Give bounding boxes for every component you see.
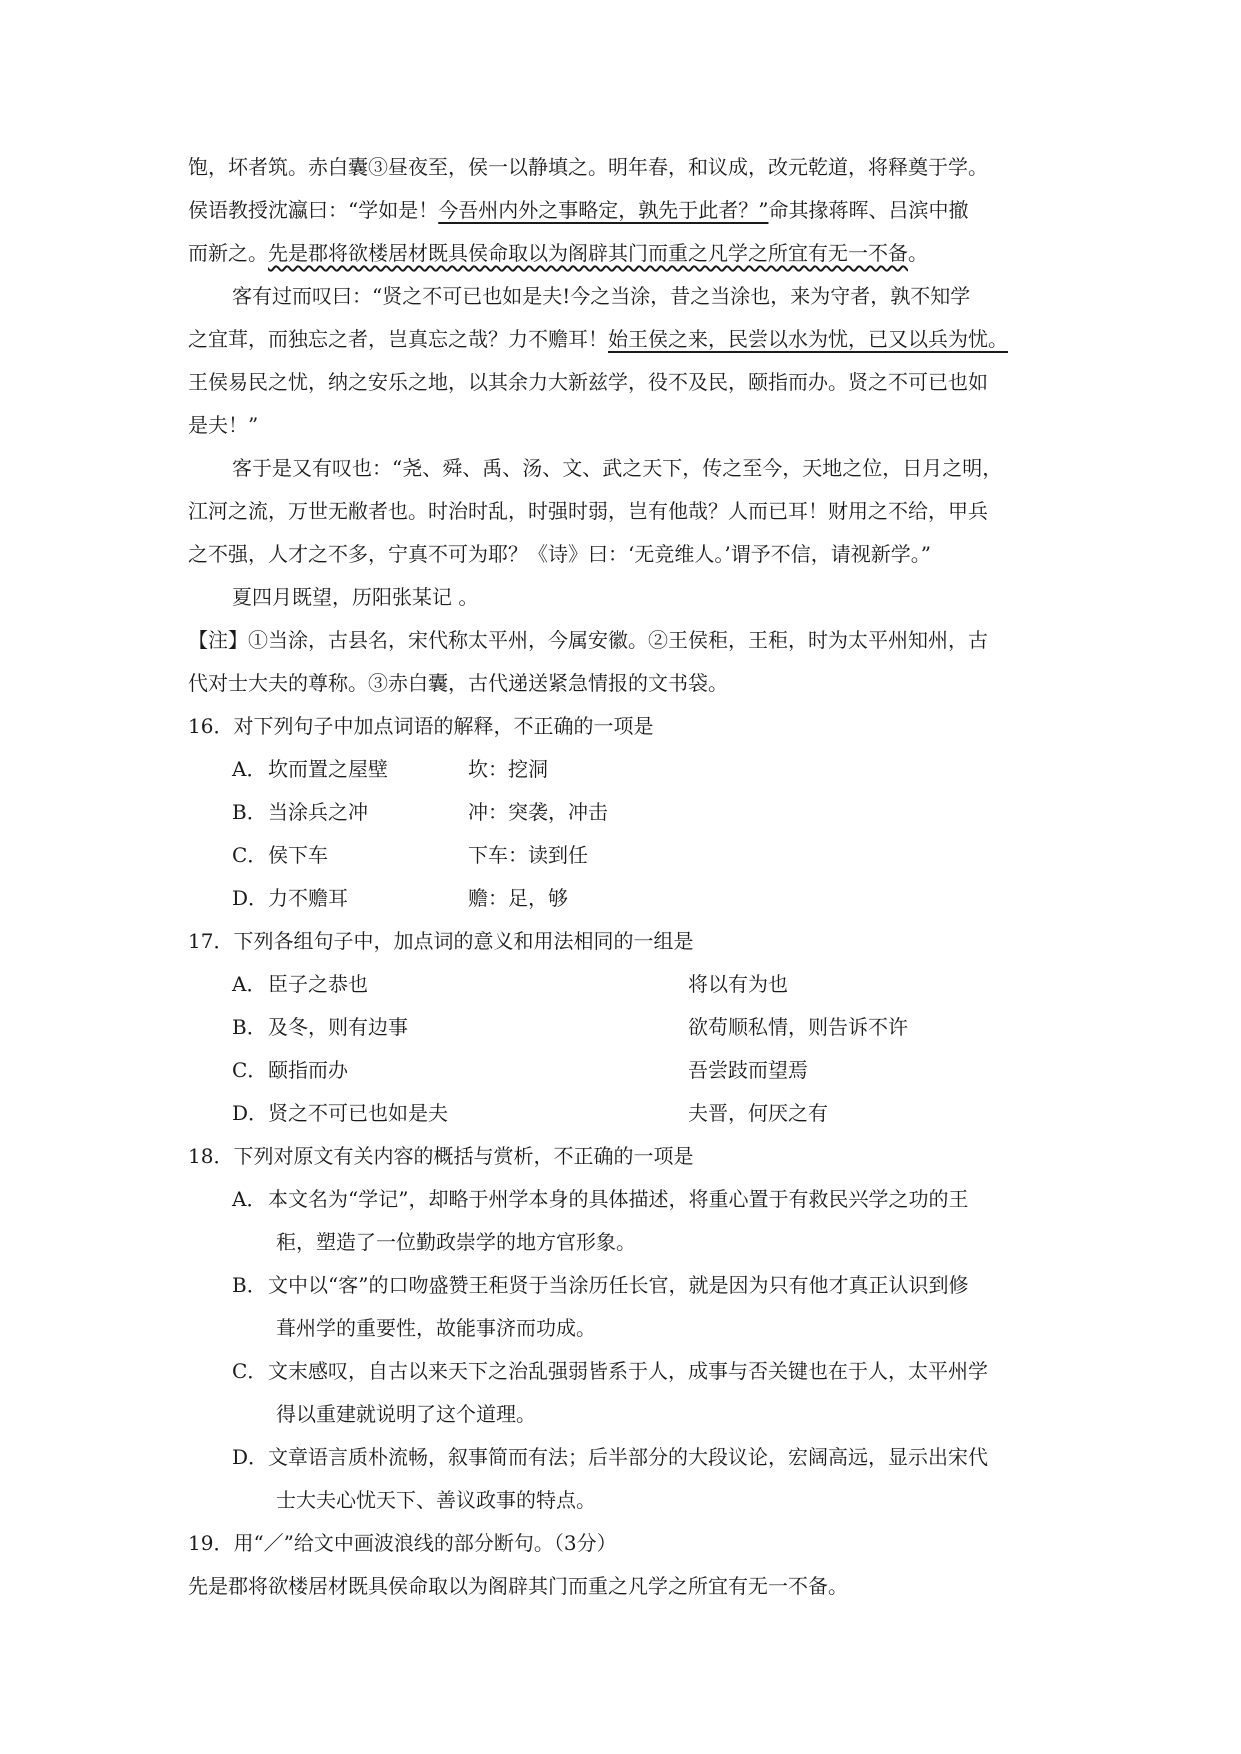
question-16-option-b[interactable] — [188, 791, 1060, 834]
underlined-sentence: 始王侯之来，民尝以水为忧，已又以兵为忧。 — [608, 327, 1008, 351]
note-line — [188, 662, 1060, 705]
text: 夏四月既望，历阳张某记 。 — [232, 585, 479, 609]
question-17-option-c[interactable] — [188, 1049, 1060, 1092]
option-gloss: 赡：足，够 — [468, 886, 568, 910]
text: 16．对下列句子中加点词语的解释，不正确的一项是 — [188, 714, 654, 738]
option-letter: B． — [232, 1273, 267, 1297]
question-18-option-c[interactable] — [188, 1350, 1060, 1393]
text: 之宜茸，而独忘之者，岂真忘之哉？力不赡耳！ — [188, 327, 608, 351]
option-letter: D． — [232, 1101, 269, 1125]
content — [188, 146, 1060, 1608]
option-text: 本文名为“学记”，却略于州学本身的具体描述，将重心置于有救民兴学之功的王 — [268, 1187, 969, 1211]
question-19-stem — [188, 1522, 1060, 1565]
option-left: 贤之不可已也如是夫 — [268, 1101, 448, 1125]
text: 17．下列各组句子中，加点词的意义和用法相同的一组是 — [188, 929, 694, 953]
option-text: 坎而置之屋壁 — [268, 757, 388, 781]
option-text: 文中以“客”的口吻盛赞王秬贤于当涂历任长官，就是因为只有他才真正认识到修 — [268, 1273, 969, 1297]
question-16-stem — [188, 705, 1060, 748]
option-text: 葺州学的重要性，故能事济而功成。 — [276, 1316, 596, 1340]
passage-line — [188, 275, 1060, 318]
passage-line — [188, 361, 1060, 404]
question-17-stem — [188, 920, 1060, 963]
option-letter: C． — [232, 1058, 268, 1082]
text: 王侯易民之忧，纳之安乐之地，以其余力大新兹学，役不及民，颐指而办。贤之不可已也如 — [188, 370, 988, 394]
option-right: 将以有为也 — [688, 972, 788, 996]
passage-line — [188, 490, 1060, 533]
question-17-option-d[interactable] — [188, 1092, 1060, 1135]
passage-line — [188, 533, 1060, 576]
option-gloss: 坎：挖洞 — [468, 757, 548, 781]
option-letter: C． — [232, 843, 268, 867]
text: 而新之。 — [188, 241, 268, 265]
passage-signature — [188, 576, 1060, 619]
text: 命其掾蒋晖、吕滨中撤 — [768, 198, 969, 222]
passage-line — [188, 146, 1060, 189]
option-letter: A． — [232, 1187, 267, 1211]
option-letter: D． — [232, 886, 269, 910]
option-gloss: 下车：读到任 — [468, 843, 588, 867]
text: 先是郡将欲楼居材既具侯命取以为阁辟其门而重之凡学之所宜有无一不备。 — [188, 1574, 848, 1598]
question-18-option-b[interactable] — [188, 1264, 1060, 1307]
underlined-sentence: 今吾州内外之事略定，孰先于此者？” — [438, 198, 769, 222]
question-18-option-d[interactable] — [188, 1436, 1060, 1479]
question-16-option-c[interactable] — [188, 834, 1060, 877]
text: 饱，坏者筑。赤白囊③昼夜至，侯一以静填之。明年春，和议成，改元乾道，将释奠于学。 — [188, 155, 988, 179]
option-text: 文章语言质朴流畅，叙事简而有法；后半部分的大段议论，宏阔高远，显示出宋代 — [268, 1445, 988, 1469]
option-right: 欲苟顺私情，则告诉不许 — [688, 1015, 908, 1039]
option-letter: C． — [232, 1359, 268, 1383]
passage-line — [188, 404, 1060, 447]
note-line — [188, 619, 1060, 662]
question-17-option-a[interactable] — [188, 963, 1060, 1006]
question-19-text — [188, 1565, 1060, 1608]
text: 客于是又有叹也：“尧、舜、禹、汤、文、武之天下，传之至今，天地之位，日月之明， — [232, 456, 1003, 480]
question-17-option-b[interactable] — [188, 1006, 1060, 1049]
text: 18．下列对原文有关内容的概括与赏析，不正确的一项是 — [188, 1144, 694, 1168]
wavy-underlined-sentence: 先是郡将欲楼居材既具侯命取以为阁辟其门而重之凡学之所宜有无一不备 — [268, 241, 908, 265]
text: 代对士大夫的尊称。③赤白囊，古代递送紧急情报的文书袋。 — [188, 671, 728, 695]
question-18-option-d-cont — [188, 1479, 1060, 1522]
passage-line — [188, 447, 1060, 490]
option-right: 夫晋，何厌之有 — [688, 1101, 828, 1125]
option-gloss: 冲：突袭，冲击 — [468, 800, 608, 824]
option-text: 秬，塑造了一位勤政崇学的地方官形象。 — [276, 1230, 636, 1254]
question-18-stem — [188, 1135, 1060, 1178]
option-letter: A． — [232, 757, 267, 781]
option-text: 文末感叹，自古以来天下之治乱强弱皆系于人，成事与否关键也在于人，太平州学 — [268, 1359, 988, 1383]
text: 客有过而叹曰：“贤之不可已也如是夫!今之当涂，昔之当涂也，来为守者，孰不知学 — [232, 284, 971, 308]
option-text: 力不赡耳 — [268, 886, 348, 910]
question-18-option-a-cont — [188, 1221, 1060, 1264]
option-text: 得以重建就说明了这个道理。 — [276, 1402, 536, 1426]
question-18-option-a[interactable] — [188, 1178, 1060, 1221]
question-18-option-c-cont — [188, 1393, 1060, 1436]
option-letter: B． — [232, 1015, 267, 1039]
text: 江河之流，万世无敝者也。时治时乱，时强时弱，岂有他哉？人而已耳！财用之不给，甲兵 — [188, 499, 988, 523]
text: 19．用“／”给文中画波浪线的部分断句。（3分） — [188, 1531, 617, 1555]
question-16-option-a[interactable] — [188, 748, 1060, 791]
option-left: 颐指而办 — [268, 1058, 348, 1082]
option-letter: D． — [232, 1445, 269, 1469]
option-left: 臣子之恭也 — [268, 972, 368, 996]
option-right: 吾尝跂而望焉 — [688, 1058, 808, 1082]
option-text: 侯下车 — [268, 843, 328, 867]
passage-line — [188, 189, 1060, 232]
text: 。 — [908, 241, 928, 265]
option-letter: B． — [232, 800, 267, 824]
option-text: 士大夫心忧天下、善议政事的特点。 — [276, 1488, 596, 1512]
text: 是夫！” — [188, 413, 259, 437]
option-letter: A． — [232, 972, 267, 996]
option-left: 及冬，则有边事 — [268, 1015, 408, 1039]
passage-line — [188, 318, 1060, 361]
option-text: 当涂兵之冲 — [268, 800, 368, 824]
text: 侯语教授沈瀛曰：“学如是！ — [188, 198, 439, 222]
passage-line — [188, 232, 1060, 275]
question-18-option-b-cont — [188, 1307, 1060, 1350]
question-16-option-d[interactable] — [188, 877, 1060, 920]
text: 【注】①当涂，古县名，宋代称太平州，今属安徽。②王侯秬，王秬，时为太平州知州，古 — [188, 628, 988, 652]
text: 之不强，人才之不多，宁真不可为耶？《诗》曰：‘无竞维人。’谓予不信，请视新学。” — [188, 542, 931, 566]
